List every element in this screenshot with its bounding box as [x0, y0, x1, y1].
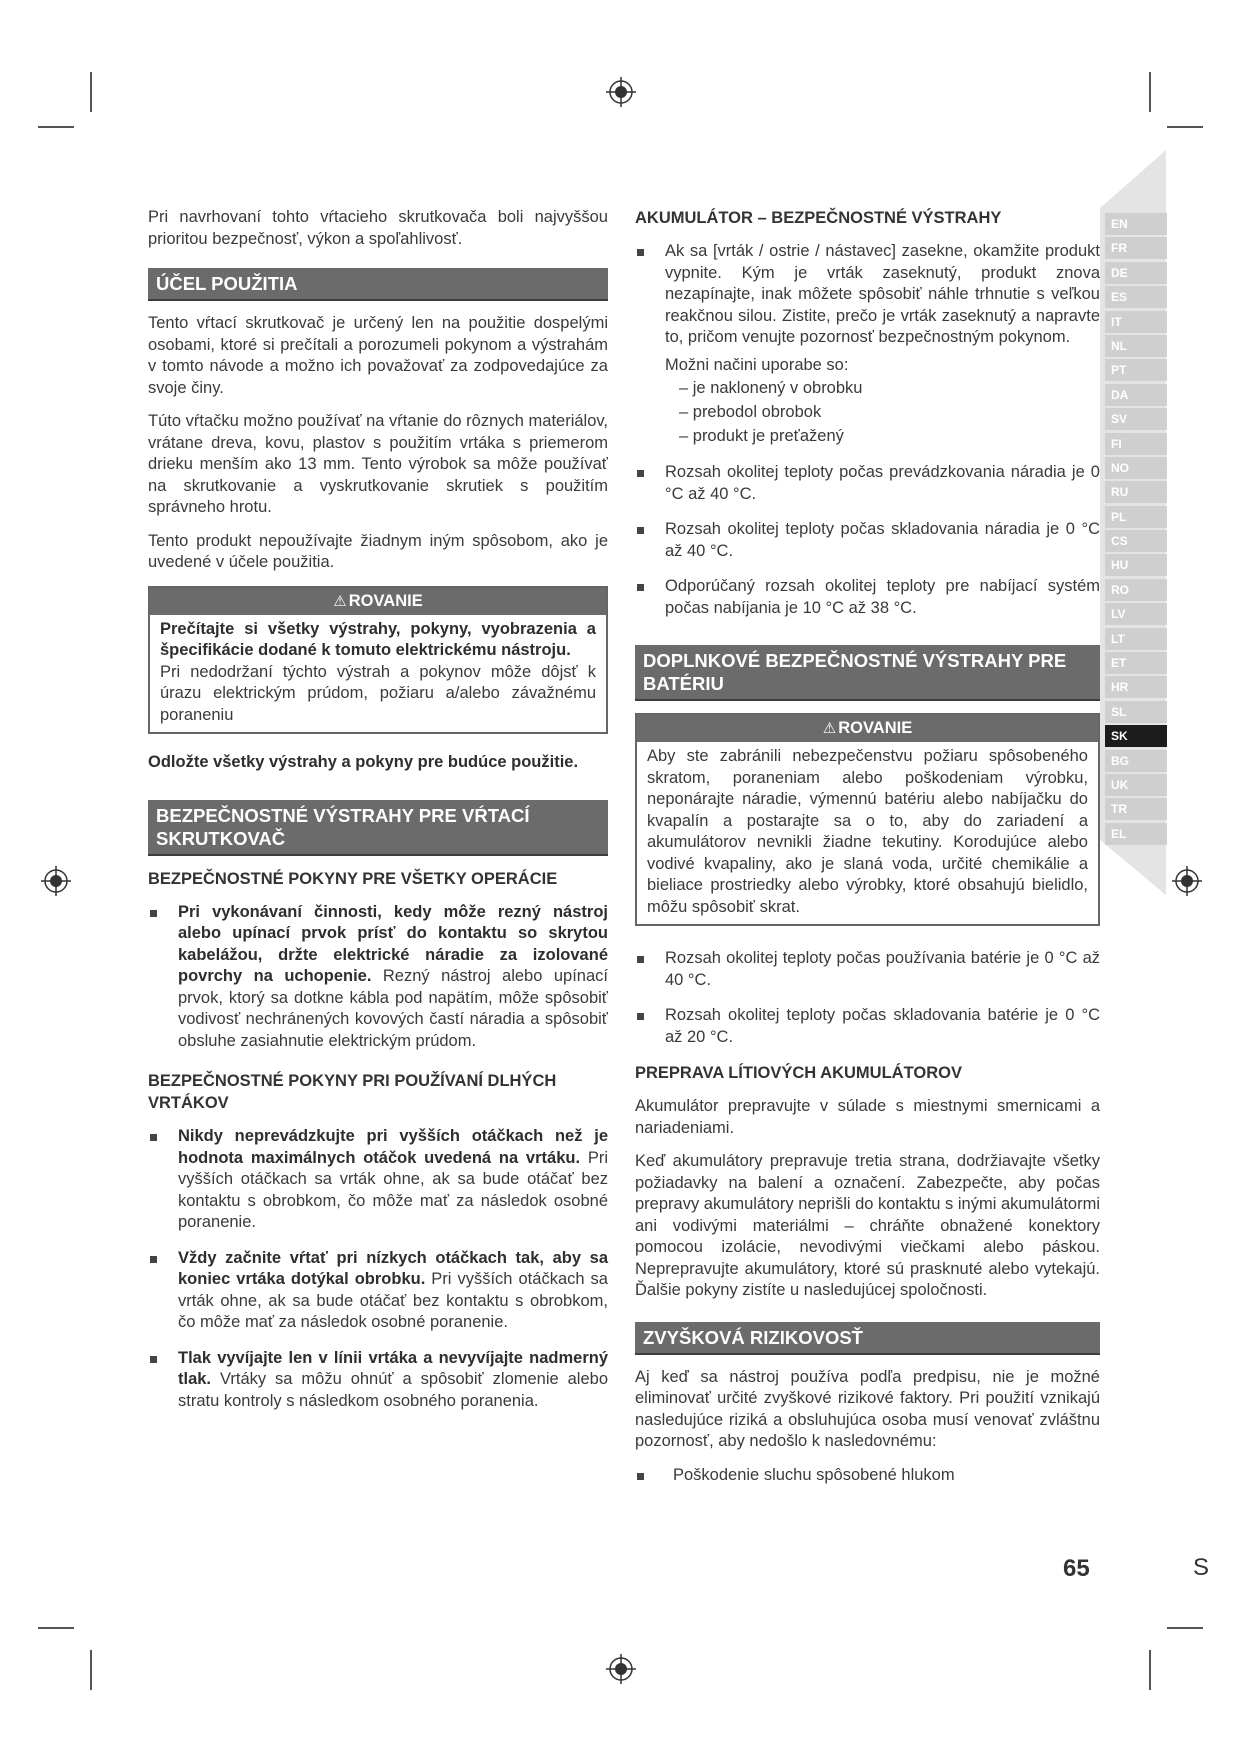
bullet-list: [635, 948, 1100, 1048]
crop-mark: [38, 1627, 74, 1629]
warning-header: [150, 588, 606, 615]
usage-subtext: Možni načini uporabe so:: [665, 355, 849, 374]
dash-item: – prebodol obrobok: [679, 400, 1100, 424]
list-item: Vždy začnite vŕtať pri nízkych otáčkach tak, aby sa koniec vrtáka dotýkal obrobku. Pri vyšších otáčkach sa vrták ohne, ak sa bude otáčať bez kontaktu s obrobkom, čo môže mať za následok osobné poranenie.: [148, 1248, 608, 1334]
warning-box: [148, 586, 608, 735]
language-tab-hr[interactable]: HR: [1105, 676, 1167, 698]
warning-box: [635, 713, 1100, 926]
crop-mark: [90, 72, 92, 112]
bullet-list: [148, 1126, 608, 1412]
language-tab-uk[interactable]: UK: [1105, 774, 1167, 796]
dash-item: – produkt je preťažený: [679, 424, 1100, 448]
intended-use-paragraph: Tento vŕtací skrutkovač je určený len na použitie dospelými osobami, ktoré si prečítali a porozumeli pokynom a výstrahám v tomto návode a možno ich považovať za zodpovedajúce za svoje činy.: [148, 314, 608, 397]
intro-text: Pri navrhovaní tohto vŕtacieho skrutkovača boli najvyššou prioritou bezpečnosť, výkon a spoľahlivosť.: [148, 208, 608, 248]
language-tab-lt[interactable]: LT: [1105, 628, 1167, 650]
crop-mark: [1149, 1650, 1151, 1690]
language-tab-fr[interactable]: FR: [1105, 237, 1167, 259]
dash-list: [679, 376, 1100, 448]
edge-character: S: [1193, 1554, 1210, 1581]
language-tab-en[interactable]: EN: [1105, 213, 1167, 235]
intended-use-paragraph: Túto vŕtačku možno používať na vŕtanie do rôznych materiálov, vrátane dreva, kovu, plastov s použitím vrtáka s priemerom drieku menším ako 13 mm. Tento výrobok sa môže používať na skrutkovanie a vyskrutkovanie skrutiek s použitím správneho hrotu.: [148, 412, 608, 516]
bullet-list: [635, 241, 1100, 619]
list-item: Odporúčaný rozsah okolitej teploty pre nabíjací systém počas nabíjania je 10 °C až 38 °C.: [635, 576, 1100, 619]
left-column: [148, 207, 608, 1426]
transport-paragraph: Akumulátor prepravujte v súlade s miestnymi smernicami a nariadeniami.: [635, 1097, 1100, 1137]
language-tab-fi[interactable]: FI: [1105, 433, 1167, 455]
subheading-transport: PREPRAVA LÍTIOVÝCH AKUMULÁTOROV: [635, 1064, 962, 1082]
section-heading-intended-use: ÚČEL POUŽITIA: [148, 268, 608, 301]
language-tab-ro[interactable]: RO: [1105, 579, 1167, 601]
right-column: [635, 207, 1100, 1500]
transport-paragraph: Keď akumulátory prepravuje tretia strana, dodržiavajte všetky požiadavky na balení a označení. Zabezpečte, aby počas prepravy akumulátory neprišli do kontaktu s inými akumulátormi ani vodivými materiálmi – chráňte obnažené konektory pomocou izolácie, nevodivými viečkami alebo páskou. Neprepravujte akumulátory, ktoré sú prasknuté alebo vytekajú. Ďalšie pokyny zistíte u nasledujúcej spoločnosti.: [635, 1152, 1100, 1299]
subheading-long-bits: BEZPEČNOSTNÉ POKYNY PRI POUŽÍVANÍ DLHÝCH VRTÁKOV: [148, 1072, 557, 1112]
language-tab-cs[interactable]: CS: [1105, 530, 1167, 552]
language-tab-da[interactable]: DA: [1105, 384, 1167, 406]
list-item: Pri vykonávaní činnosti, kedy môže rezný nástroj alebo upínací prvok prísť do kontaktu so skrytou kabelážou, držte elektrické náradie za izolované povrchy na uchopenie. Rezný nástroj alebo upínací prvok, ktorý sa dotkne kábla pod napätím, môže spôsobiť vodivosť nechránených kovových častí náradia a spôsobiť obsluhe zasiahnutie elektrickým prúdom.: [148, 902, 608, 1053]
warning-title: ROVANIE: [838, 719, 913, 737]
page-number: 65: [1063, 1555, 1090, 1582]
bullet-list: [148, 902, 608, 1053]
language-tab-nl[interactable]: NL: [1105, 335, 1167, 357]
warning-body: [637, 742, 1098, 924]
language-tab-sl[interactable]: SL: [1105, 701, 1167, 723]
crop-mark: [90, 1650, 92, 1690]
warning-header: [637, 715, 1098, 742]
list-item: Poškodenie sluchu spôsobené hlukom: [635, 1465, 1100, 1487]
section-heading-drill-safety: BEZPEČNOSTNÉ VÝSTRAHY PRE VŔTACÍ SKRUTKOVAČ: [148, 800, 608, 856]
list-item: Ak sa [vrták / ostrie / nástavec] zasekne, okamžite produkt vypnite. Kým je vrták zaseknutý, produkt znova nezapínajte, inak môžete spôsobiť náhle trhnutie s veľkou reakčnou silou. Zistite, prečo je vrták zaseknutý a napravte to, pričom venujte pozornosť bezpečnostným pokynom. Možni načini uporabe so: – je naklonený v obrobku – prebodol obrobok – produkt je preťažený: [635, 241, 1100, 448]
language-tab-tr[interactable]: TR: [1105, 798, 1167, 820]
keep-instructions-text: Odložte všetky výstrahy a pokyny pre budúce použitie.: [148, 753, 579, 771]
language-tab-es[interactable]: ES: [1105, 286, 1167, 308]
language-tab-et[interactable]: ET: [1105, 652, 1167, 674]
language-tab-lv[interactable]: LV: [1105, 603, 1167, 625]
section-heading-residual-risk: ZVYŠKOVÁ RIZIKOVOSŤ: [635, 1322, 1100, 1355]
list-item: Rozsah okolitej teploty počas prevádzkovania náradia je 0 °C až 40 °C.: [635, 462, 1100, 505]
language-tab-el[interactable]: EL: [1105, 823, 1167, 845]
list-item: Rozsah okolitej teploty počas používania batérie je 0 °C až 40 °C.: [635, 948, 1100, 991]
subheading-battery-warnings: AKUMULÁTOR – BEZPEČNOSTNÉ VÝSTRAHY: [635, 209, 1002, 227]
warning-title: ROVANIE: [348, 591, 423, 610]
list-item: Rozsah okolitej teploty počas skladovania batérie je 0 °C až 20 °C.: [635, 1005, 1100, 1048]
language-tab-pt[interactable]: PT: [1105, 359, 1167, 381]
language-tab-sk[interactable]: SK: [1105, 725, 1167, 747]
language-tabs: [1105, 213, 1167, 847]
warning-triangle-icon: ⚠: [822, 720, 837, 737]
language-tab-de[interactable]: DE: [1105, 262, 1167, 284]
warning-text: Aby ste zabránili nebezpečenstvu požiaru spôsobeného skratom, poraneniam alebo poškodeniam výrobku, neponárajte náradie, výmennú batériu alebo nabíjačku do kvapalín a postarajte sa o to, aby do zariadení a akumulátorov nevnikli žiadne tekutiny. Korodujúce alebo vodivé kvapaliny, ako je slaná voda, určité chemikálie a bieliace prostriedky alebo výrobky, ktoré obsahujú bielidlo, môžu spôsobiť skrat.: [647, 747, 1088, 916]
warning-text: Pri nedodržaní týchto výstrah a pokynov môže dôjsť k úrazu elektrickým prúdom, požiaru a/alebo závažnému poraneniu: [160, 662, 596, 724]
registration-mark-icon: [606, 77, 636, 107]
list-item: Nikdy neprevádzkujte pri vyšších otáčkach než je hodnota maximálnych otáčok uvedená na vrtáku. Pri vyšších otáčkach sa vrták ohne, ak sa bude otáčať bez kontaktu s obrobkom, čo môže mať za následok osobné poranenie.: [148, 1126, 608, 1234]
registration-mark-icon: [41, 866, 71, 896]
list-item: Rozsah okolitej teploty počas skladovania náradia je 0 °C až 40 °C.: [635, 519, 1100, 562]
section-heading-battery-additional: DOPLNKOVÉ BEZPEČNOSTNÉ VÝSTRAHY PRE BATÉRIU: [635, 645, 1100, 701]
crop-mark: [1149, 72, 1151, 112]
crop-mark: [1167, 1627, 1203, 1629]
language-tab-hu[interactable]: HU: [1105, 554, 1167, 576]
language-tab-ru[interactable]: RU: [1105, 481, 1167, 503]
crop-mark: [38, 126, 74, 128]
residual-risk-paragraph: Aj keď sa nástroj používa podľa predpisu, nie je možné eliminovať určité zvyškové rizikové faktory. Pri použití vznikajú nasledujúce riziká a obsluhujúca osoba musí venovať zvláštnu pozornosť, aby nedošlo k nasledovnému:: [635, 1367, 1100, 1450]
intended-use-paragraph: Tento produkt nepoužívajte žiadnym iným spôsobom, ako je uvedené v účele použitia.: [148, 531, 608, 571]
registration-mark-icon: [1172, 866, 1202, 896]
language-tab-it[interactable]: IT: [1105, 311, 1167, 333]
warning-body: [150, 615, 606, 733]
warning-triangle-icon: ⚠: [333, 592, 347, 610]
warning-bold-text: Prečítajte si všetky výstrahy, pokyny, vyobrazenia a špecifikácie dodané k tomuto elektrickému nástroju.: [160, 619, 596, 659]
bullet-list: [635, 1465, 1100, 1487]
registration-mark-icon: [606, 1654, 636, 1684]
list-item: Tlak vyvíjajte len v línii vrtáka a nevyvíjajte nadmerný tlak. Vrtáky sa môžu ohnúť a spôsobiť zlomenie alebo stratu kontroly s následkom osobného poranenia.: [148, 1348, 608, 1413]
language-tab-pl[interactable]: PL: [1105, 506, 1167, 528]
language-tab-sv[interactable]: SV: [1105, 408, 1167, 430]
language-tab-bg[interactable]: BG: [1105, 750, 1167, 772]
language-tab-no[interactable]: NO: [1105, 457, 1167, 479]
dash-item: – je naklonený v obrobku: [679, 376, 1100, 400]
crop-mark: [1167, 126, 1203, 128]
subheading-all-operations: BEZPEČNOSTNÉ POKYNY PRE VŠETKY OPERÁCIE: [148, 869, 558, 888]
